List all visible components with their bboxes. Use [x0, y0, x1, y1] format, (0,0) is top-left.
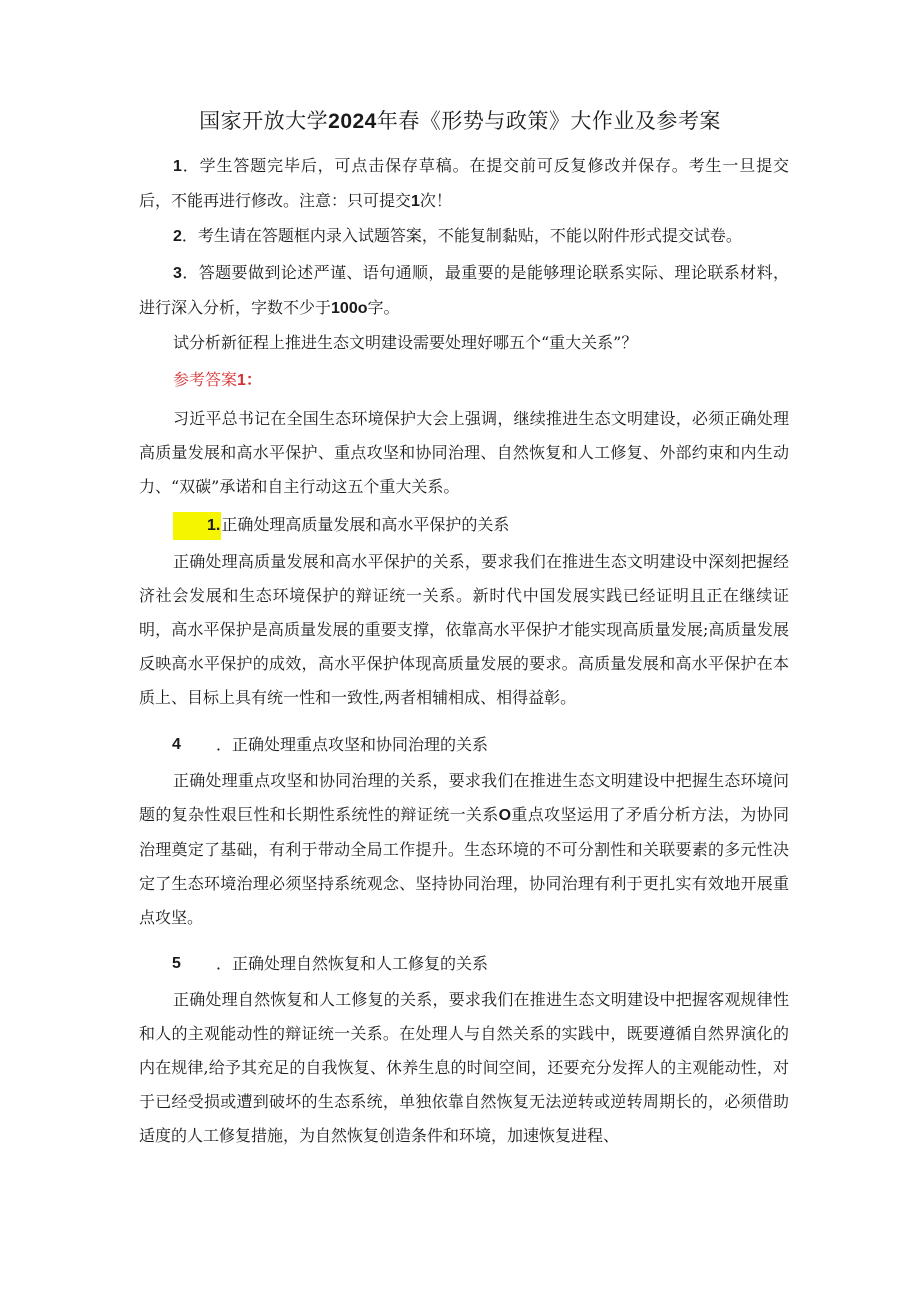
answer-label-text: 参考答案 [173, 370, 238, 389]
title-year: 2024 [328, 110, 377, 133]
question-content: 试分析新征程上推进生态文明建设需要处理好哪五个“重大关系”？ [173, 333, 638, 352]
instruction-text: ．答题要做到论述严谨、语句通顺，最重要的是能够理论联系实际、理论联系材料，进行深入分析，字数不少于 [139, 263, 789, 317]
question-text [139, 326, 789, 360]
instruction-number: 2 [173, 228, 182, 245]
instruction-bold: 100o [331, 300, 368, 317]
instruction-number: 1 [173, 158, 182, 175]
section-3-body-text: 正确处理自然恢复和人工修复的关系，要求我们在推进生态文明建设中把握客观规律性和人的主观能动性的辩证统一关系。在处理人与自然关系的实践中，既要遵循自然界演化的内在规律,给予其充足的自我恢复、休养生息的时间空间，还要充分发挥人的主观能动性，对于已经受损或遭到破坏的生态系统，单独依靠自然恢复无法逆转或逆转周期长的，必须借助适度的人工修复措施，为自然恢复创造条件和环境，加速恢复进程、 [139, 990, 789, 1145]
answer-label [139, 363, 789, 398]
section-2-body-text-a: 正确处理重点攻坚和协同治理的关系，要求我们在推进生态文明建设中把握生态环境问题的复杂性艰巨性和长期性系统性的辩证统一关系 [139, 771, 789, 824]
section-2-body-bold: O [498, 807, 512, 824]
section-1-body-text: 正确处理高质量发展和高水平保护的关系，要求我们在推进生态文明建设中深刻把握经济社会发展和生态环境保护的辩证统一关系。新时代中国发展实践已经证明且正在继续证明，高水平保护是高质量发展的重要支撑，依靠高水平保护才能实现高质量发展;高质量发展反映高水平保护的成效，高水平保护体现高质量发展的要求。高质量发展和高水平保护在本质上、目标上具有统一性和一致性,两者相辅相成、相得益彰。 [139, 552, 789, 707]
answer-label-number: 1： [237, 372, 262, 389]
instruction-number: 3 [173, 265, 182, 282]
instruction-tail: 次！ [419, 191, 452, 210]
intro-text: 习近平总书记在全国生态环境保护大会上强调，继续推进生态文明建设，必须正确处理高质量发展和高水平保护、重点攻坚和协同治理、自然恢复和人工修复、外部约束和内生动力、“双碳”承诺和自主行动这五个重大关系。 [139, 409, 789, 496]
title-text-part2: 年春《形势与政策》大作业及参考案 [376, 109, 721, 133]
section-1-heading [139, 508, 789, 542]
instruction-text: ．学生答题完毕后，可点击保存草稿。在提交前可反复修改并保存。考生一旦提交后，不能再进行修改。注意：只可提交 [139, 156, 789, 210]
title-text-part1: 国家开放大学 [199, 109, 329, 133]
document-title [0, 104, 920, 139]
section-3-body [139, 983, 789, 1153]
section-3-number: 5 [172, 955, 181, 972]
instruction-3 [139, 256, 789, 326]
section-2-body [139, 764, 789, 935]
section-1-number: 1. [173, 512, 221, 540]
section-1-heading-text: 正确处理高质量发展和高水平保护的关系 [221, 515, 510, 534]
section-3-heading: ．正确处理自然恢复和人工修复的关系 [216, 954, 489, 973]
instruction-1 [139, 149, 789, 219]
intro-paragraph [139, 402, 789, 504]
instruction-2 [139, 219, 789, 254]
instruction-bold: 1 [411, 193, 420, 210]
section-2-heading: ．正确处理重点攻坚和协同治理的关系 [216, 735, 489, 754]
instruction-text: ．考生请在答题框内录入试题答案，不能复制黏贴，不能以附件形式提交试卷。 [181, 226, 742, 245]
section-1-body [139, 545, 789, 715]
section-2-body-text-b: 重点攻坚运用了矛盾分析方法，为协同治理奠定了基础，有利于带动全局工作提升。生态环境的不可分割性和关联要素的多元性决定了生态环境治理必须坚持系统观念、坚持协同治理，协同治理有利于更扎实有效地开展重点攻坚。 [139, 805, 789, 927]
instruction-tail: 字。 [367, 298, 400, 317]
section-2-number: 4 [172, 736, 181, 753]
